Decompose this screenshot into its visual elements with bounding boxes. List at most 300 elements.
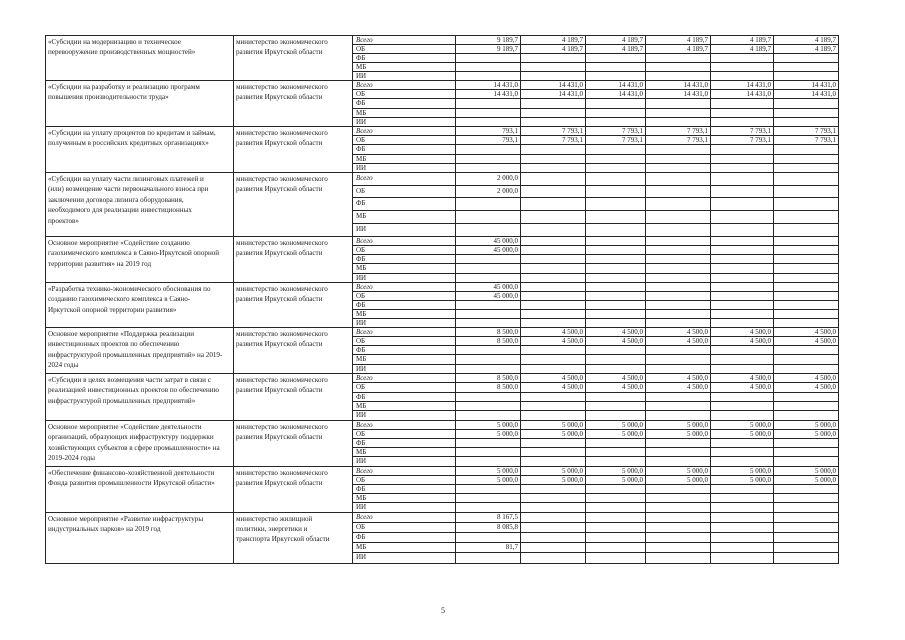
amount-cell [711, 118, 774, 127]
table-block [46, 81, 839, 127]
amount-cell [646, 145, 711, 154]
amount-cell [521, 246, 586, 255]
amount-cell [456, 393, 521, 402]
amount-cell: 14 431,0 [711, 90, 774, 99]
amount-cell [711, 198, 774, 211]
table-block [46, 127, 839, 173]
funding-source-label: ОБ [353, 246, 456, 255]
amount-cell [646, 173, 711, 186]
funding-source-label: ИИ [353, 319, 456, 328]
amount-cell: 793,1 [456, 136, 521, 145]
measure-name: «Обеспечение финансово-хозяйственной деятельности Фонда развития промышленности Иркутской области» [46, 467, 234, 513]
amount-cell [521, 109, 586, 118]
amount-cell [711, 164, 774, 173]
amount-cell [646, 283, 711, 292]
amount-cell [711, 533, 774, 543]
amount-cell [774, 118, 839, 127]
amount-cell [586, 283, 646, 292]
amount-cell: 4 500,0 [586, 383, 646, 392]
funding-source-label: ОБ [353, 523, 456, 533]
amount-cell: 4 500,0 [521, 383, 586, 392]
funding-source-label: МБ [353, 402, 456, 411]
amount-cell: 14 431,0 [646, 90, 711, 99]
amount-cell: 8 500,0 [456, 374, 521, 383]
amount-cell [521, 99, 586, 108]
funding-source-label: МБ [353, 63, 456, 72]
amount-cell [521, 553, 586, 563]
amount-cell [711, 237, 774, 246]
amount-cell [456, 319, 521, 328]
amount-cell: 14 431,0 [774, 90, 839, 99]
amount-cell [456, 109, 521, 118]
amount-cell: 4 500,0 [646, 328, 711, 337]
amount-cell [456, 533, 521, 543]
funding-source-label: ИИ [353, 457, 456, 466]
amount-cell: 4 500,0 [521, 374, 586, 383]
amount-cell [774, 264, 839, 273]
amount-cell [586, 292, 646, 301]
amount-cell [774, 553, 839, 563]
amount-cell: 7 793,1 [646, 127, 711, 136]
amount-cell [646, 224, 711, 237]
amount-cell: 4 189,7 [711, 45, 774, 54]
amount-cell: 5 000,0 [521, 476, 586, 485]
amount-cell [586, 393, 646, 402]
measure-name: Основное мероприятие «Поддержка реализации инвестиционных проектов по обеспечению инфраструктурой промышленных предприятий» на 2019- 2024 годы [46, 328, 234, 374]
amount-cell [586, 319, 646, 328]
table-block [46, 467, 839, 513]
amount-cell [646, 411, 711, 420]
amount-cell [586, 118, 646, 127]
funding-source-label: ИИ [353, 365, 456, 374]
amount-cell: 14 431,0 [586, 90, 646, 99]
amount-cell [646, 54, 711, 63]
amount-cell [521, 402, 586, 411]
amount-cell [456, 448, 521, 457]
amount-cell: 4 500,0 [711, 337, 774, 346]
amount-cell [774, 186, 839, 199]
amount-cell: 4 189,7 [774, 36, 839, 45]
responsible-executor: министерство экономического развития Иркутской области [234, 36, 353, 81]
funding-source-label: ФБ [353, 485, 456, 494]
amount-cell [646, 485, 711, 494]
amount-cell [711, 553, 774, 563]
amount-cell [774, 211, 839, 224]
amount-cell [586, 365, 646, 374]
amount-cell [456, 54, 521, 63]
amount-cell: 5 000,0 [456, 421, 521, 430]
amount-cell: 14 431,0 [521, 81, 586, 90]
table-block [46, 36, 839, 81]
amount-cell [774, 346, 839, 355]
amount-cell [646, 346, 711, 355]
amount-cell [711, 246, 774, 255]
amount-cell [586, 109, 646, 118]
amount-cell [456, 63, 521, 72]
amount-cell [711, 503, 774, 512]
amount-cell [521, 72, 586, 81]
amount-cell: 8 085,8 [456, 523, 521, 533]
amount-cell [456, 346, 521, 355]
amount-cell: 5 000,0 [646, 467, 711, 476]
amount-cell: 5 000,0 [711, 476, 774, 485]
amount-cell: 7 793,1 [774, 136, 839, 145]
amount-cell [456, 72, 521, 81]
page-number: 5 [441, 606, 445, 615]
amount-cell [456, 224, 521, 237]
responsible-executor: министерство экономического развития Иркутской области [234, 127, 353, 173]
amount-cell [586, 346, 646, 355]
amount-cell [586, 164, 646, 173]
amount-cell: 4 500,0 [711, 328, 774, 337]
amount-cell [774, 393, 839, 402]
table-block [46, 237, 839, 283]
amount-cell [774, 224, 839, 237]
amount-cell [646, 246, 711, 255]
funding-source-label: МБ [353, 355, 456, 364]
amount-cell [774, 448, 839, 457]
amount-cell: 14 431,0 [586, 81, 646, 90]
funding-source-label: ИИ [353, 274, 456, 283]
measure-name: Основное мероприятие «Содействие деятельности организаций, образующих инфраструктуру поддержки хозяйствующих субъектов в сфере промышленности» на 2019-2024 годы [46, 421, 234, 467]
amount-cell [521, 283, 586, 292]
amount-cell [586, 503, 646, 512]
amount-cell: 4 500,0 [774, 337, 839, 346]
amount-cell [774, 355, 839, 364]
amount-cell: 4 500,0 [646, 383, 711, 392]
amount-cell [521, 439, 586, 448]
amount-cell: 14 431,0 [521, 90, 586, 99]
amount-cell [586, 402, 646, 411]
funding-source-label: Всего [353, 513, 456, 523]
amount-cell [646, 211, 711, 224]
amount-cell [646, 301, 711, 310]
amount-cell [774, 246, 839, 255]
amount-cell [774, 485, 839, 494]
funding-source-label: Всего [353, 328, 456, 337]
amount-cell [711, 274, 774, 283]
amount-cell: 7 793,1 [774, 127, 839, 136]
amount-cell [711, 155, 774, 164]
funding-source-label: ИИ [353, 72, 456, 81]
amount-cell [774, 255, 839, 264]
amount-cell: 14 431,0 [711, 81, 774, 90]
amount-cell [586, 310, 646, 319]
amount-cell: 5 000,0 [646, 476, 711, 485]
amount-cell [586, 99, 646, 108]
funding-source-label: ОБ [353, 90, 456, 99]
amount-cell [774, 457, 839, 466]
funding-source-label: ФБ [353, 346, 456, 355]
amount-cell: 5 000,0 [774, 421, 839, 430]
amount-cell [586, 485, 646, 494]
amount-cell [586, 198, 646, 211]
amount-cell [646, 109, 711, 118]
amount-cell [646, 553, 711, 563]
amount-cell [646, 457, 711, 466]
amount-cell: 5 000,0 [586, 430, 646, 439]
amount-cell: 5 000,0 [521, 430, 586, 439]
amount-cell [521, 457, 586, 466]
amount-cell [774, 155, 839, 164]
amount-cell [774, 543, 839, 553]
amount-cell: 4 500,0 [646, 337, 711, 346]
amount-cell [586, 274, 646, 283]
amount-cell: 45 000,0 [456, 237, 521, 246]
amount-cell [521, 355, 586, 364]
amount-cell: 793,1 [456, 127, 521, 136]
amount-cell [646, 402, 711, 411]
amount-cell [521, 533, 586, 543]
amount-cell [774, 292, 839, 301]
amount-cell [711, 211, 774, 224]
funding-source-label: ОБ [353, 292, 456, 301]
measure-name: «Субсидии на разработку и реализацию программ повышения производительности труда» [46, 81, 234, 127]
amount-cell [521, 319, 586, 328]
responsible-executor: министерство экономического развития Иркутской области [234, 283, 353, 328]
amount-cell [774, 503, 839, 512]
amount-cell [456, 457, 521, 466]
funding-source-label: ОБ [353, 383, 456, 392]
funding-source-label: ИИ [353, 503, 456, 512]
amount-cell [711, 494, 774, 503]
amount-cell [646, 319, 711, 328]
amount-cell [711, 523, 774, 533]
funding-source-label: ИИ [353, 411, 456, 420]
responsible-executor: министерство экономического развития Иркутской области [234, 421, 353, 467]
amount-cell: 5 000,0 [711, 467, 774, 476]
amount-cell [521, 264, 586, 273]
amount-cell [521, 310, 586, 319]
amount-cell [521, 485, 586, 494]
amount-cell [456, 411, 521, 420]
amount-cell [586, 72, 646, 81]
measure-name: «Субсидии на уплату процентов по кредитам и займам, полученным в российских кредитных организациях» [46, 127, 234, 173]
amount-cell: 4 500,0 [586, 337, 646, 346]
amount-cell [711, 485, 774, 494]
amount-cell: 14 431,0 [456, 81, 521, 90]
amount-cell: 14 431,0 [456, 90, 521, 99]
funding-source-label: Всего [353, 127, 456, 136]
amount-cell [646, 533, 711, 543]
amount-cell [521, 255, 586, 264]
responsible-executor: министерство жилищной политики, энергетики и транспорта Иркутской области [234, 513, 353, 564]
funding-source-label: ОБ [353, 186, 456, 199]
amount-cell [521, 186, 586, 199]
amount-cell [521, 164, 586, 173]
amount-cell [586, 448, 646, 457]
amount-cell [521, 292, 586, 301]
measure-name: «Субсидии на уплату части лизинговых платежей и (или) возмещение части первоначального взноса при заключении договора лизинга оборудования, необходимого для реализации инвестиционных проектов» [46, 173, 234, 237]
amount-cell: 4 500,0 [521, 337, 586, 346]
responsible-executor: министерство экономического развития Иркутской области [234, 173, 353, 237]
amount-cell: 7 793,1 [586, 136, 646, 145]
amount-cell [774, 109, 839, 118]
amount-cell: 5 000,0 [456, 430, 521, 439]
amount-cell: 7 793,1 [711, 127, 774, 136]
amount-cell [774, 164, 839, 173]
amount-cell: 4 500,0 [521, 328, 586, 337]
amount-cell: 4 189,7 [586, 45, 646, 54]
amount-cell: 5 000,0 [646, 430, 711, 439]
amount-cell [711, 109, 774, 118]
amount-cell [521, 118, 586, 127]
amount-cell [711, 63, 774, 72]
amount-cell [774, 319, 839, 328]
responsible-executor: министерство экономического развития Иркутской области [234, 328, 353, 374]
amount-cell: 4 500,0 [646, 374, 711, 383]
amount-cell [456, 485, 521, 494]
amount-cell [586, 439, 646, 448]
amount-cell: 5 000,0 [646, 421, 711, 430]
amount-cell [586, 553, 646, 563]
amount-cell: 4 189,7 [646, 36, 711, 45]
amount-cell [521, 448, 586, 457]
amount-cell [521, 54, 586, 63]
amount-cell [586, 457, 646, 466]
amount-cell [711, 513, 774, 523]
amount-cell [586, 237, 646, 246]
amount-cell [521, 393, 586, 402]
amount-cell [586, 301, 646, 310]
funding-source-label: ИИ [353, 224, 456, 237]
amount-cell [774, 301, 839, 310]
amount-cell [521, 145, 586, 154]
amount-cell: 5 000,0 [586, 467, 646, 476]
amount-cell [711, 72, 774, 81]
amount-cell [774, 72, 839, 81]
funding-source-label: МБ [353, 155, 456, 164]
funding-source-label: ОБ [353, 136, 456, 145]
amount-cell: 5 000,0 [711, 430, 774, 439]
amount-cell [774, 365, 839, 374]
amount-cell [774, 145, 839, 154]
amount-cell [456, 198, 521, 211]
amount-cell [646, 448, 711, 457]
amount-cell [774, 523, 839, 533]
amount-cell: 4 189,7 [774, 45, 839, 54]
amount-cell [711, 292, 774, 301]
amount-cell [711, 411, 774, 420]
amount-cell [646, 237, 711, 246]
funding-source-label: ФБ [353, 99, 456, 108]
amount-cell [711, 145, 774, 154]
amount-cell: 5 000,0 [521, 421, 586, 430]
amount-cell [586, 224, 646, 237]
amount-cell [774, 63, 839, 72]
amount-cell [646, 310, 711, 319]
funding-source-label: Всего [353, 283, 456, 292]
funding-source-label: ИИ [353, 164, 456, 173]
measure-name: «Субсидии в целях возмещения части затрат в связи с реализацией инвестиционных проектов по обеспечению инфраструктурой промышленных предприятий» [46, 374, 234, 421]
funding-source-label: ФБ [353, 145, 456, 154]
amount-cell: 4 500,0 [711, 383, 774, 392]
amount-cell [646, 523, 711, 533]
amount-cell: 4 189,7 [646, 45, 711, 54]
funding-source-label: МБ [353, 264, 456, 273]
amount-cell [711, 393, 774, 402]
amount-cell [456, 118, 521, 127]
amount-cell [646, 186, 711, 199]
amount-cell: 7 793,1 [521, 127, 586, 136]
amount-cell [586, 533, 646, 543]
amount-cell [711, 402, 774, 411]
amount-cell [456, 439, 521, 448]
measure-name: «Разработка технико-экономического обоснования по созданию газохимического комплекса в Саяно- Иркутской опорной территории развития» [46, 283, 234, 328]
amount-cell [774, 439, 839, 448]
amount-cell: 45 000,0 [456, 283, 521, 292]
amount-cell [456, 365, 521, 374]
amount-cell [711, 255, 774, 264]
amount-cell: 8 500,0 [456, 383, 521, 392]
amount-cell [646, 439, 711, 448]
amount-cell [711, 355, 774, 364]
funding-source-label: Всего [353, 421, 456, 430]
amount-cell [774, 237, 839, 246]
amount-cell [774, 173, 839, 186]
table-block [46, 374, 839, 421]
amount-cell [586, 494, 646, 503]
funding-source-label: Всего [353, 36, 456, 45]
amount-cell [521, 513, 586, 523]
amount-cell [711, 448, 774, 457]
amount-cell [646, 118, 711, 127]
amount-cell [521, 237, 586, 246]
amount-cell [521, 543, 586, 553]
amount-cell [586, 543, 646, 553]
amount-cell: 5 000,0 [711, 421, 774, 430]
amount-cell [711, 457, 774, 466]
amount-cell [774, 494, 839, 503]
amount-cell [456, 274, 521, 283]
amount-cell [586, 145, 646, 154]
amount-cell: 4 500,0 [711, 374, 774, 383]
amount-cell [521, 494, 586, 503]
amount-cell [586, 211, 646, 224]
amount-cell [456, 211, 521, 224]
funding-source-label: МБ [353, 109, 456, 118]
responsible-executor: министерство экономического развития Иркутской области [234, 81, 353, 127]
funding-source-label: ОБ [353, 337, 456, 346]
amount-cell [521, 523, 586, 533]
amount-cell [646, 355, 711, 364]
amount-cell [646, 99, 711, 108]
amount-cell: 5 000,0 [774, 430, 839, 439]
amount-cell: 9 189,7 [456, 36, 521, 45]
funding-source-label: Всего [353, 374, 456, 383]
amount-cell [646, 72, 711, 81]
funding-source-label: ФБ [353, 54, 456, 63]
amount-cell: 45 000,0 [456, 292, 521, 301]
measure-name: «Субсидии на модернизацию и техническое перевооружение производственных мощностей» [46, 36, 234, 81]
funding-source-label: ОБ [353, 430, 456, 439]
amount-cell: 5 000,0 [586, 476, 646, 485]
amount-cell: 14 431,0 [774, 81, 839, 90]
amount-cell: 4 500,0 [774, 374, 839, 383]
amount-cell [711, 99, 774, 108]
amount-cell [711, 543, 774, 553]
amount-cell [586, 155, 646, 164]
amount-cell [521, 198, 586, 211]
amount-cell [586, 264, 646, 273]
measure-name: Основное мероприятие «Развитие инфраструктуры индустриальных парков» на 2019 год [46, 513, 234, 564]
amount-cell: 5 000,0 [521, 467, 586, 476]
funding-source-label: ОБ [353, 476, 456, 485]
amount-cell [586, 523, 646, 533]
amount-cell [521, 211, 586, 224]
amount-cell [586, 411, 646, 420]
table-block [46, 513, 839, 564]
